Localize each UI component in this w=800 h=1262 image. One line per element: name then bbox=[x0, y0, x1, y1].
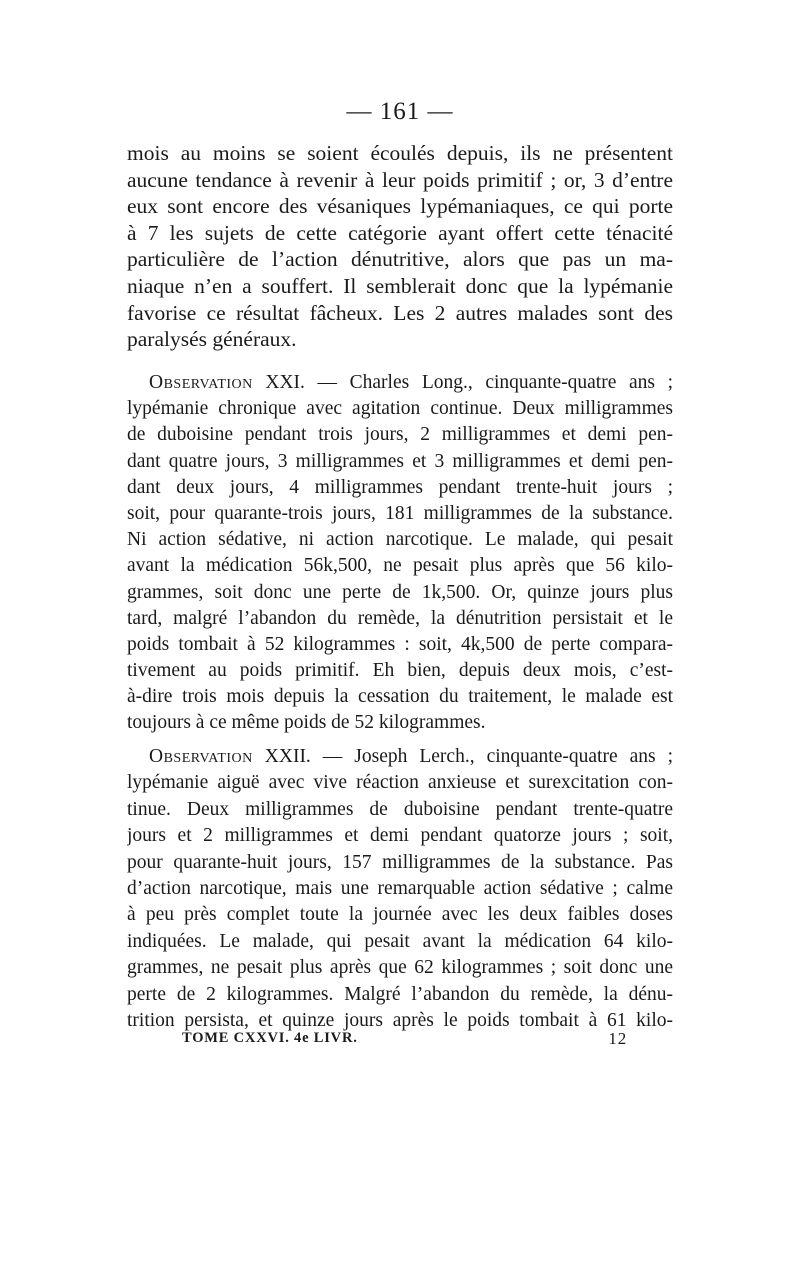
text-line: tivement au poids primitif. Eh bien, depuis deux mois, c’est- bbox=[127, 660, 673, 682]
text-line: grammes, ne pesait plus après que 62 kilogrammes ; soit donc une bbox=[127, 957, 673, 979]
text-line: poids tombait à 52 kilogrammes : soit, 4k,500 de perte compara- bbox=[127, 633, 673, 655]
text-line: perte de 2 kilogrammes. Malgré l’abandon du remède, la dénu- bbox=[127, 983, 673, 1005]
text-line: favorise ce résultat fâcheux. Les 2 autres malades sont des bbox=[127, 300, 673, 325]
text-line: Ni action sédative, ni action narcotique. Le malade, qui pesait bbox=[127, 529, 673, 551]
volume-signature: TOME CXXVI. 4e LIVR. bbox=[182, 1030, 358, 1046]
text-line: à peu près complet toute la journée avec les deux faibles doses bbox=[127, 904, 673, 926]
text-line: aucune tendance à revenir à leur poids primitif ; or, 3 d’entre bbox=[127, 167, 673, 192]
text-line: à-dire trois mois depuis la cessation du traitement, le malade est bbox=[127, 686, 673, 708]
text-line: particulière de l’action dénutritive, alors que pas un ma- bbox=[127, 247, 673, 272]
observation-label: Observation bbox=[149, 746, 253, 767]
text-line: lypémanie aiguë avec vive réaction anxieuse et surexcitation con- bbox=[127, 772, 673, 794]
intro-paragraph bbox=[127, 140, 673, 353]
text-line: d’action narcotique, mais une remarquable action sédative ; calme bbox=[127, 877, 673, 899]
text-line: dant quatre jours, 3 milligrammes et 3 milligrammes et demi pen- bbox=[127, 450, 673, 472]
text-line: avant la médication 56k,500, ne pesait plus après que 56 kilo- bbox=[127, 555, 673, 577]
text-line: toujours à ce même poids de 52 kilogrammes. bbox=[127, 712, 486, 734]
observation-xxi bbox=[127, 370, 673, 737]
text-line: jours et 2 milligrammes et demi pendant quatorze jours ; soit, bbox=[127, 825, 673, 847]
text-line: paralysés généraux. bbox=[127, 327, 297, 352]
text-line: mois au moins se soient écoulés depuis, ils ne présentent bbox=[127, 141, 673, 165]
text-line: pour quarante-huit jours, 157 milligrammes de la substance. Pas bbox=[127, 851, 673, 873]
observation-title: XXII. — Joseph Lerch., cinquante-quatre ans ; bbox=[264, 746, 673, 767]
text-line: eux sont encore des vésaniques lypémaniaques, ce qui porte bbox=[127, 194, 673, 219]
observation-heading-line bbox=[127, 370, 673, 396]
text-line: trition persista, et quinze jours après le poids tombait à 61 kilo- bbox=[127, 1009, 673, 1031]
text-line: à 7 les sujets de cette catégorie ayant offert cette ténacité bbox=[127, 220, 673, 245]
observation-label: Observation bbox=[149, 372, 253, 393]
text-line: tard, malgré l’abandon du remède, la dénutrition persistait et le bbox=[127, 607, 673, 629]
page-footer bbox=[182, 1030, 627, 1047]
text-line: tinue. Deux milligrammes de duboisine pendant trente-quatre bbox=[127, 798, 673, 820]
text-line: de duboisine pendant trois jours, 2 milligrammes et demi pen- bbox=[127, 424, 673, 446]
text-line: indiquées. Le malade, qui pesait avant la médication 64 kilo- bbox=[127, 930, 673, 952]
observation-heading-line bbox=[127, 744, 673, 770]
text-line: grammes, soit donc une perte de 1k,500. Or, quinze jours plus bbox=[127, 581, 673, 603]
observation-xxii bbox=[127, 744, 673, 1034]
sheet-signature: 12 bbox=[608, 1029, 627, 1048]
text-line: niaque n’en a souffert. Il semblerait donc que la lypémanie bbox=[127, 273, 673, 298]
text-line: soit, pour quarante-trois jours, 181 milligrammes de la substance. bbox=[127, 502, 673, 524]
text-line: lypémanie chronique avec agitation continue. Deux milligrammes bbox=[127, 398, 673, 420]
page-number: — 161 — bbox=[346, 98, 454, 125]
observation-title: XXI. — Charles Long., cinquante-quatre ans ; bbox=[265, 372, 673, 393]
text-line: dant deux jours, 4 milligrammes pendant trente-huit jours ; bbox=[127, 476, 673, 498]
